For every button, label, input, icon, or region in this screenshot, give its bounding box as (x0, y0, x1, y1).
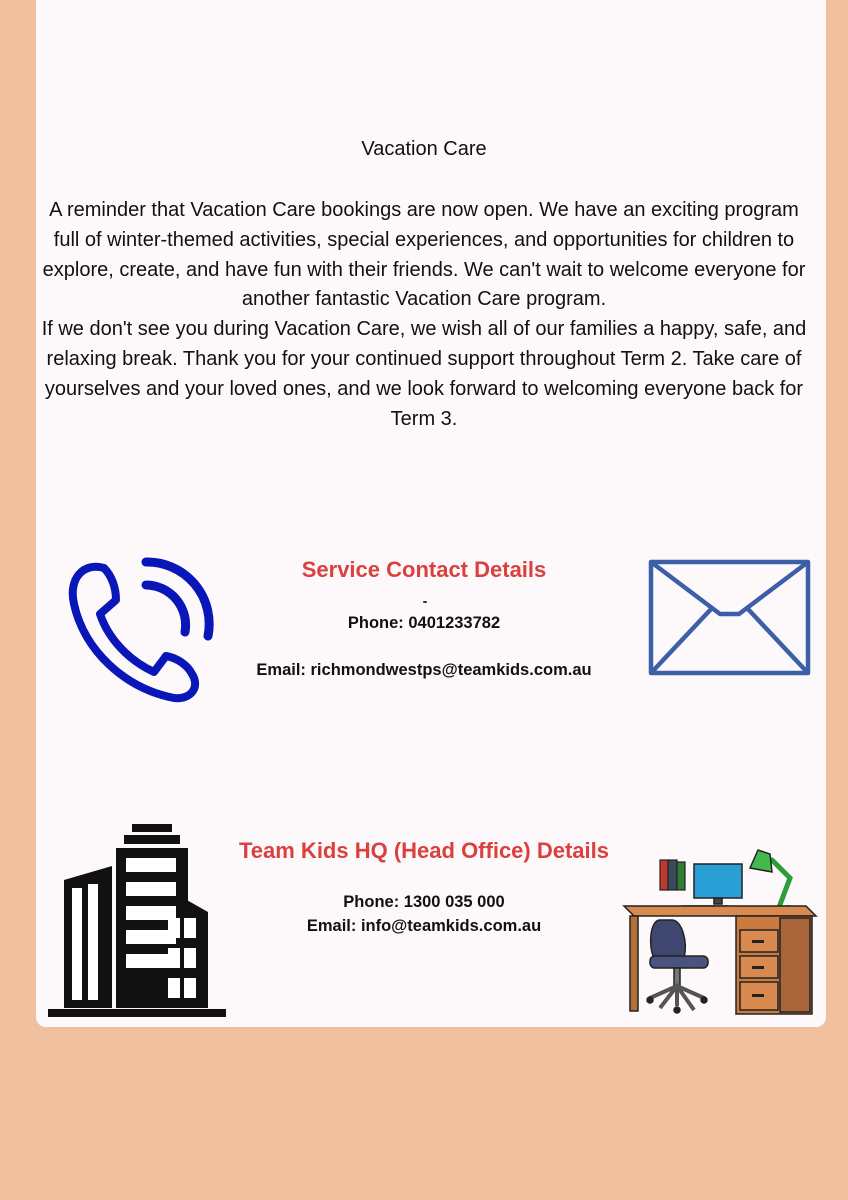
vacation-care-heading: Vacation Care (361, 138, 487, 160)
head-office-phone: Phone: 1300 035 000 (343, 893, 505, 911)
head-office-email: Email: info@teamkids.com.au (306, 917, 542, 935)
service-contact-title: Service Contact Details (301, 557, 547, 582)
vacation-care-body (40, 196, 808, 434)
service-email: Email: richmondwestps@teamkids.com.au (256, 661, 592, 679)
separator-dot (423, 601, 427, 603)
envelope-icon (648, 559, 811, 676)
office-desk-icon (620, 838, 820, 1023)
service-phone: Phone: 0401233782 (347, 614, 501, 632)
vacation-care-paragraph-2: If we don't see you during Vacation Care, we wish all of our families a happy, safe, and relaxing break. Thank you for your continued support throughout Term 2. Take care of yourselves and your loved ones, and we look forward to welcoming everyone back for Term 3. (41, 318, 807, 430)
head-office-title: Team Kids HQ (Head Office) Details (238, 838, 609, 863)
vacation-care-paragraph-1: A reminder that Vacation Care bookings are now open. We have an exciting program full of winter-themed activities, special experiences, and opportunities for children to explore, create, and have fun with their friends. We can't wait to welcome everyone for another fantastic Vacation Care program. (42, 199, 806, 311)
